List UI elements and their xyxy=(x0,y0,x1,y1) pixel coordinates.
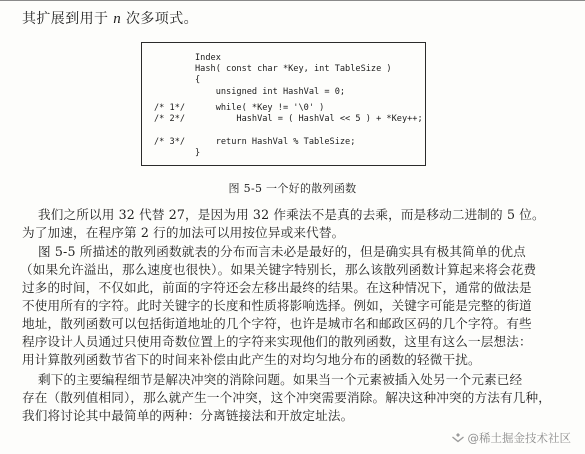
intro-line xyxy=(22,8,198,28)
paragraph-line: 剩下的主要编程细节是解决冲突的消除问题。如果当一个元素被插入处另一个元素已经 xyxy=(38,372,523,387)
code-line: return HashVal % TableSize; xyxy=(195,137,356,147)
code-line: while( *Key != '\0' ) xyxy=(195,103,325,113)
code-listing xyxy=(141,42,426,166)
intro-text-before: 其扩展到用于 xyxy=(22,11,114,27)
paragraph-line: 不使用所有的字符。此时关键字的长度和性质将影响选择。例如，关键字可能是完整的街道 xyxy=(22,298,532,313)
paragraph-line: （如果允许溢出，那么速度也很快）。如果关键字特别长，那么该散列函数计算起来将会花费 xyxy=(20,262,537,277)
paragraph-line: 图 5-5 所描述的散列函数就表的分布而言未必是最好的，但是确实具有极其简单的优点 xyxy=(38,244,526,259)
figure-caption: 图 5-5 一个好的散列函数 xyxy=(228,182,357,195)
paragraph-line: 我们之所以用 32 代替 27，是因为用 32 作乘法不是真的去乘，而是移动二进制的 5 位。 xyxy=(38,207,545,222)
code-line: unsigned int HashVal = 0; xyxy=(195,87,346,97)
paragraph-line: 用计算散列函数节省下的时间来补偿由此产生的对均匀地分布的函数的轻微干扰。 xyxy=(22,352,481,367)
paragraph-line: 我们将讨论其中最简单的两种：分离链接法和开放定址法。 xyxy=(22,408,354,423)
intro-variable: n xyxy=(113,11,122,27)
code-line: Index xyxy=(195,53,221,63)
code-line-comment: /* 2*/ xyxy=(154,114,186,124)
code-line: { xyxy=(195,75,201,85)
code-line-comment: /* 3*/ xyxy=(154,137,186,147)
paragraph-line: 过多的时间，不仅如此，前面的字符还会左移出最终的结果。在这种情况下，通常的做法是 xyxy=(22,280,532,295)
code-line: HashVal = ( HashVal << 5 ) + *Key++; xyxy=(195,114,423,124)
code-line: Hash( const char *Key, int TableSize ) xyxy=(195,64,392,74)
watermark xyxy=(451,430,572,446)
code-line-comment: /* 1*/ xyxy=(154,103,186,113)
paragraph-line: 地址，散列函数可以包括街道地址的几个字符，也许是城市名和邮政区码的几个字符。有些 xyxy=(22,316,532,331)
paragraph-line: 程序设计人员通过只使用奇数位置上的字符来实现他们的散列函数，这里有这么一层想法： xyxy=(22,334,532,349)
intro-text-after: 次多项式。 xyxy=(121,11,199,27)
paragraph-line: 存在（散列值相同），那么就产生一个冲突，这个冲突需要消除。解决这种冲突的方法有几种， xyxy=(22,390,551,405)
page-top-rule xyxy=(0,0,585,4)
juejin-logo-icon xyxy=(451,432,465,444)
code-line: } xyxy=(195,148,201,158)
watermark-text: @稀土掘金技术社区 xyxy=(467,431,571,445)
paragraph-line: 为了加速，在程序第 2 行的加法可以用按位异或来代替。 xyxy=(22,225,345,240)
